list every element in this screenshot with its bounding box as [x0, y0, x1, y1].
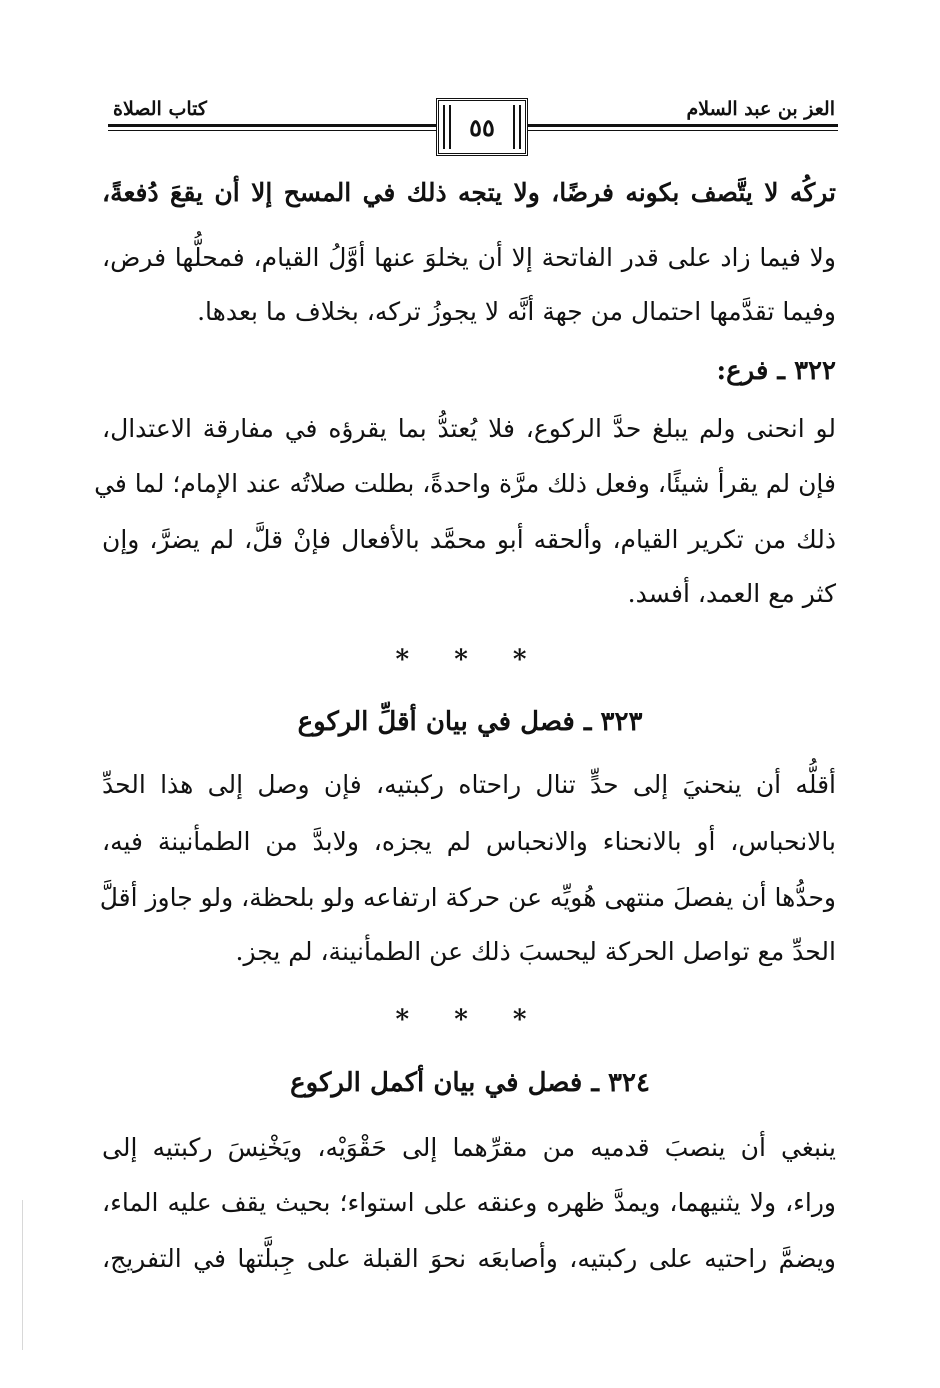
section-separator: * * * [395, 645, 545, 675]
header-book-title: كتاب الصلاة [113, 98, 207, 120]
para3-line-3: وحدُّها أن يفصلَ منتهى هُويِّه عن حركة ارتفاعه ولو بلحظة، ولو جاوز أقلَّ [99, 883, 836, 912]
para4-line-1: ينبغي أن ينصبَ قدميه من مقرِّهما إلى حَقْوَيْه، ويَخْنِسَ ركبتيه إلى [102, 1133, 836, 1162]
para1-line-3: وفيما تقدَّمها احتمال من جهة أنَّه لا يجوزُ تركه، بخلاف ما بعدها. [197, 297, 836, 326]
para3-line-4: الحدِّ مع تواصل الحركة ليحسبَ ذلك عن الطمأنينة، لم يجز. [235, 937, 836, 966]
para2-line-4: كثر مع العمد، أفسد. [627, 579, 836, 608]
para4-line-2: وراء، ولا يثنيهما، ويمدَّ ظهره وعنقه على استواء؛ بحيث يقف عليه الماء، [102, 1188, 836, 1217]
para1-line-2: ولا فيما زاد على قدر الفاتحة إلا أن يخلوَ عنها أوَّلُ القيام، فمحلُّها فرض، [102, 243, 836, 272]
para3-line-1: أقلُّه أن ينحنيَ إلى حدٍّ تنال راحتاه ركبتيه، فإن وصل إلى هذا الحدِّ [102, 770, 836, 799]
page-number-frame [436, 98, 528, 156]
para2-line-3: ذلك من تكرير القيام، وألحقه أبو محمَّد بالأفعال فإنْ قلَّ، لم يضرَّ، وإن [102, 525, 836, 554]
para3-line-2: بالانحباس، أو بالانحناء والانحباس لم يجزه، ولابدَّ من الطمأنينة فيه، [102, 827, 836, 856]
section-heading-323: ٣٢٣ ـ فصل في بيان أقلِّ الركوع [297, 707, 643, 737]
para4-line-3: ويضمَّ راحتيه على ركبتيه، وأصابعَه نحوَ القبلة على جِبلَّتها في التفريج، [102, 1244, 836, 1273]
section-heading-324: ٣٢٤ ـ فصل في بيان أكمل الركوع [290, 1068, 650, 1098]
page-number: ٥٥ [469, 112, 495, 142]
section-separator: * * * [395, 1005, 545, 1035]
header-author: العز بن عبد السلام [686, 98, 835, 120]
para2-line-1: لو انحنى ولم يبلغ حدَّ الركوع، فلا يُعتدُّ بما يقرؤه في مفارقة الاعتدال، [102, 414, 836, 443]
para1-line-1: تركُه لا يتَّصف بكونه فرضًا، ولا يتجه ذلك في المسح إلا أن يقعَ دُفعةً، [102, 178, 836, 207]
branch-heading-322: ٣٢٢ ـ فرع: [716, 356, 836, 386]
para2-line-2: فإن لم يقرأ شيئًا، وفعل ذلك مرَّة واحدةً، بطلت صلاتُه عند الإمام؛ لما في [94, 469, 836, 498]
scan-edge-line [22, 1200, 23, 1350]
